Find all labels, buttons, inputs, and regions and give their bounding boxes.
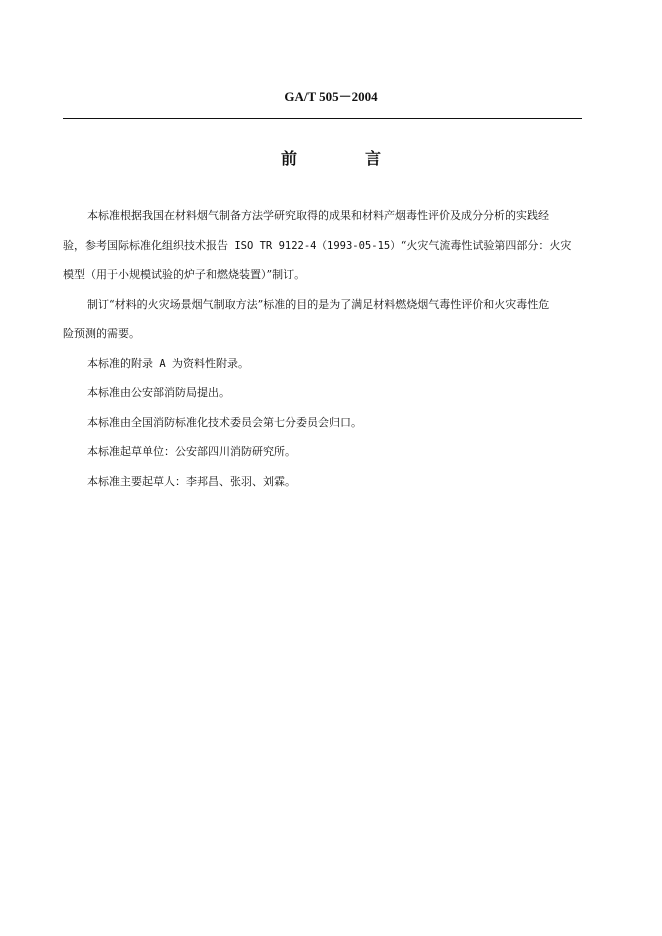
paragraph-7: 本标准主要起草人：李邦昌、张羽、刘霖。 bbox=[87, 474, 296, 488]
paragraph-3-text: 为资料性附录。 bbox=[171, 356, 249, 370]
header-divider bbox=[63, 118, 582, 119]
paragraph-2-line-2: 险预测的需要。 bbox=[63, 327, 140, 340]
paragraph-5: 本标准由全国消防标准化技术委员会第七分委员会归口。 bbox=[87, 415, 362, 429]
foreword-body bbox=[63, 201, 582, 496]
paragraph-1-line-2 bbox=[63, 231, 582, 261]
annex-letter: A bbox=[153, 357, 172, 370]
paragraph-1-text: “火灾气流毒性试验第四部分：火灾 bbox=[400, 238, 572, 252]
iso-reference: ISO TR 9122-4（1993-05-15） bbox=[228, 239, 401, 252]
paragraph-1-line-1: 本标准根据我国在材料烟气制备方法学研究取得的成果和材料产烟毒性评价及成分分析的实践经 bbox=[87, 209, 549, 222]
paragraph-1-text: 验，参考国际标准化组织技术报告 bbox=[63, 238, 228, 252]
paragraph-3 bbox=[63, 349, 582, 379]
standard-code-header: GA/T 505－2004 bbox=[284, 89, 378, 104]
paragraph-4: 本标准由公安部消防局提出。 bbox=[87, 386, 230, 399]
paragraph-3-text: 本标准的附录 bbox=[87, 356, 153, 370]
paragraph-6: 本标准起草单位：公安部四川消防研究所。 bbox=[87, 445, 296, 458]
paragraph-2-line-1: 制订“材料的火灾场景烟气制取方法”标准的目的是为了满足材料燃烧烟气毒性评价和火灾毒性危 bbox=[87, 297, 550, 311]
section-title-foreword: 前 言 bbox=[280, 149, 407, 168]
paragraph-1-line-3: 模型（用于小规模试验的炉子和燃烧装置）”制订。 bbox=[63, 268, 306, 281]
